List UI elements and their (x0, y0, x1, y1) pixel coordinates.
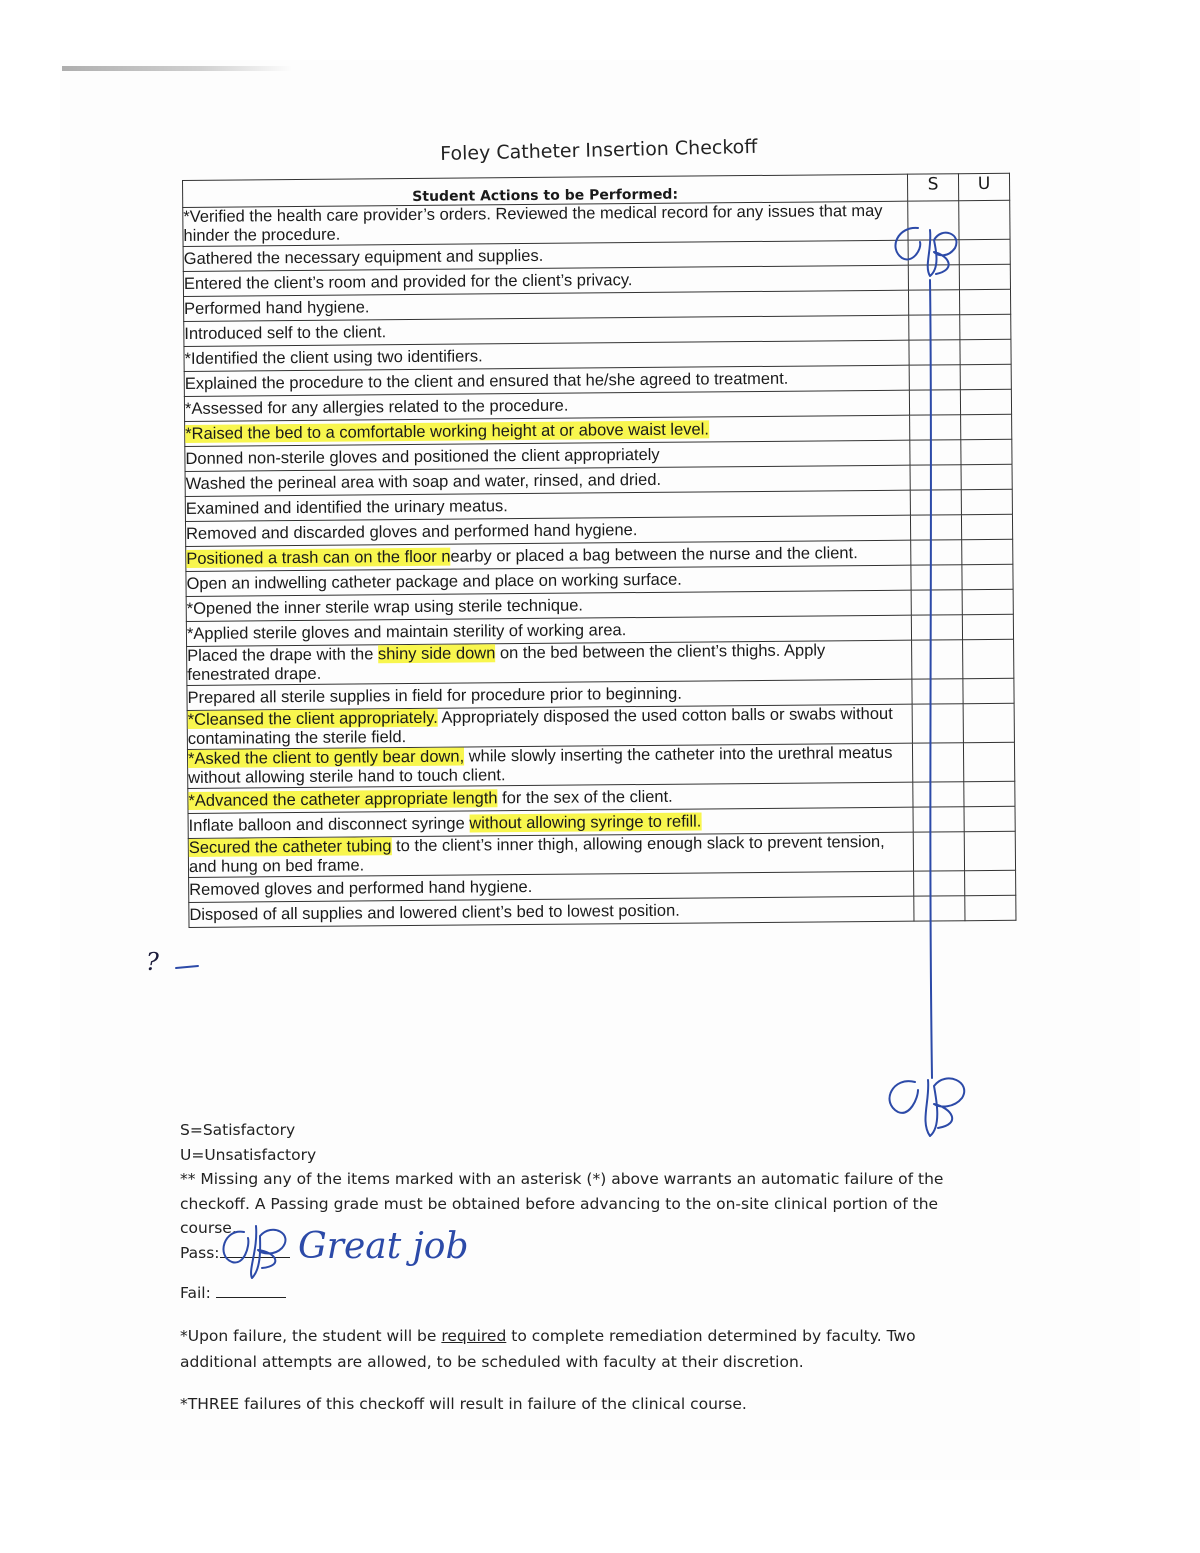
pass-comment-handwriting: Great job (298, 1226, 469, 1267)
unsatisfactory-cell (961, 439, 1012, 464)
pass-label: Pass: (180, 1243, 220, 1262)
satisfactory-cell (913, 807, 964, 832)
action-cell (187, 640, 912, 685)
action-text: Explained the procedure to the client and ensured that he/she agreed to treatment. (184, 369, 789, 393)
action-cell (187, 743, 912, 788)
action-text: Disposed of all supplies and lowered client’s bed to lowest position. (189, 901, 680, 924)
action-text: Removed gloves and performed hand hygiene. (189, 877, 533, 899)
action-text: *Applied sterile gloves and maintain sterility of working area. (186, 620, 627, 643)
action-text: Washed the perineal area with soap and water, rinsed, and dried. (185, 470, 662, 493)
satisfactory-cell (911, 565, 962, 590)
action-cell (183, 201, 908, 246)
satisfactory-column-header: S (907, 174, 958, 201)
fail-blank (216, 1283, 286, 1298)
fail-label: Fail: (180, 1284, 211, 1302)
action-text: earby or placed a bag between the nurse and the client. (450, 543, 858, 566)
satisfactory-cell (913, 832, 964, 871)
unsatisfactory-cell (964, 831, 1015, 870)
action-text: Appropriately disposed the used cotton balls or swabs without contaminating the sterile field. (187, 704, 893, 748)
action-text: *Opened the inner sterile wrap using sterile technique. (186, 596, 584, 618)
unsatisfactory-cell (959, 200, 1010, 239)
unsatisfactory-cell (961, 489, 1012, 514)
action-text: while slowly inserting the catheter into the urethral meatus without allowing sterile hand to touch client. (188, 743, 893, 787)
unsatisfactory-cell (962, 589, 1013, 614)
unsatisfactory-cell (963, 703, 1014, 742)
satisfactory-cell (910, 465, 961, 490)
footnote-underlined-word: required (441, 1327, 507, 1345)
satisfactory-cell (911, 615, 962, 640)
highlighted-text: shiny side down (377, 644, 496, 664)
highlighted-text: *Asked the client to gently bear down, (187, 747, 465, 768)
highlighted-text: Secured the catheter tubing (188, 837, 392, 857)
action-text: Performed hand hygiene. (184, 297, 370, 318)
satisfactory-cell (909, 340, 960, 365)
unsatisfactory-cell (962, 614, 1013, 639)
unsatisfactory-cell (963, 639, 1014, 678)
satisfactory-cell (914, 871, 965, 896)
highlighted-text: *Advanced the catheter appropriate length (188, 788, 498, 810)
unsatisfactory-cell (960, 339, 1011, 364)
highlighted-text: *Cleansed the client appropriately. (187, 708, 438, 729)
unsatisfactory-cell (959, 239, 1010, 264)
margin-question-mark: ? (146, 948, 159, 976)
unsatisfactory-cell (960, 389, 1011, 414)
satisfactory-cell (912, 640, 963, 679)
scan-artifact (62, 66, 292, 71)
satisfactory-cell (912, 743, 963, 782)
footnote-remediation-text-end: to complete remediation determined by faculty. Two additional attempts are allowed, to be scheduled with faculty at their discretion. (180, 1327, 916, 1371)
satisfactory-cell (910, 490, 961, 515)
action-text: for the sex of the client. (497, 787, 673, 807)
satisfactory-cell (912, 679, 963, 704)
unsatisfactory-cell (960, 364, 1011, 389)
satisfactory-cell (909, 365, 960, 390)
unsatisfactory-cell (963, 678, 1014, 703)
action-text: Gathered the necessary equipment and supplies. (183, 246, 544, 268)
unsatisfactory-cell (962, 539, 1013, 564)
satisfactory-cell (910, 440, 961, 465)
action-text: Entered the client’s room and provided for the client’s privacy. (183, 270, 633, 293)
pass-line (180, 1241, 980, 1266)
unsatisfactory-cell (961, 514, 1012, 539)
satisfactory-cell (911, 540, 962, 565)
footnote-three-failures: *THREE failures of this checkoff will result in failure of the clinical course. (180, 1395, 747, 1413)
action-text: Inflate balloon and disconnect syringe (188, 814, 470, 835)
asterisk-note: ** Missing any of the items marked with an asterisk (*) above warrants an automatic failure of the checkoff. A Passing grade must be obtained before advancing to the on-site clinical portion of the course. (180, 1170, 944, 1237)
unsatisfactory-column-header: U (958, 173, 1009, 200)
unsatisfactory-cell (959, 289, 1010, 314)
action-text: Placed the drape with the (187, 645, 379, 665)
satisfactory-cell (912, 704, 963, 743)
document-title: Foley Catheter Insertion Checkoff (440, 135, 758, 165)
satisfactory-cell (909, 315, 960, 340)
satisfactory-cell (908, 240, 959, 265)
action-cell (187, 704, 912, 749)
unsatisfactory-cell (963, 742, 1014, 781)
fail-line (180, 1281, 980, 1306)
action-text: Donned non-sterile gloves and positioned the client appropriately (185, 445, 660, 468)
actions-column-header: Student Actions to be Performed: (183, 174, 908, 207)
satisfactory-cell (908, 201, 959, 240)
legend-satisfactory: S=Satisfactory (180, 1121, 296, 1139)
highlighted-text: without allowing syringe to refill. (469, 811, 702, 833)
unsatisfactory-cell (959, 264, 1010, 289)
pass-blank (220, 1243, 290, 1258)
action-text: Open an indwelling catheter package and place on working surface. (186, 570, 682, 593)
checklist-body (183, 200, 1016, 927)
satisfactory-cell (914, 896, 965, 921)
satisfactory-cell (908, 290, 959, 315)
unsatisfactory-cell (961, 464, 1012, 489)
footnote-remediation (180, 1323, 980, 1375)
action-text: Examined and identified the urinary meatus. (185, 496, 508, 518)
satisfactory-cell (908, 265, 959, 290)
satisfactory-cell (909, 390, 960, 415)
unsatisfactory-cell (962, 564, 1013, 589)
action-text: Prepared all sterile supplies in field for procedure prior to beginning. (187, 684, 682, 707)
highlighted-text: Positioned a trash can on the floor n (186, 547, 451, 568)
legend-unsatisfactory: U=Unsatisfactory (180, 1145, 317, 1164)
action-cell (188, 832, 913, 877)
action-text: *Identified the client using two identifiers. (184, 346, 483, 368)
satisfactory-cell (910, 515, 961, 540)
satisfactory-cell (913, 782, 964, 807)
checklist-table (182, 173, 1016, 928)
highlighted-text: *Raised the bed to a comfortable working height at or above waist level. (185, 419, 709, 443)
action-text: Removed and discarded gloves and performed hand hygiene. (186, 520, 638, 543)
action-text: *Verified the health care provider’s orders. Reviewed the medical record for any issues that may hinder the procedure. (183, 201, 883, 245)
legend-block (180, 1118, 980, 1306)
unsatisfactory-cell (960, 314, 1011, 339)
footnote-remediation-text: *Upon failure, the student will be (180, 1327, 442, 1345)
action-text: Introduced self to the client. (184, 322, 387, 343)
checklist-table-wrapper (182, 173, 1016, 928)
action-text: to the client’s inner thigh, allowing enough slack to prevent tension, and hung on bed frame. (188, 832, 885, 876)
unsatisfactory-cell (965, 895, 1016, 920)
satisfactory-cell (911, 590, 962, 615)
unsatisfactory-cell (961, 414, 1012, 439)
action-text: on the bed between the client’s thighs. Apply fenestrated drape. (187, 641, 826, 684)
action-text: *Assessed for any allergies related to the procedure. (184, 396, 569, 418)
unsatisfactory-cell (965, 870, 1016, 895)
satisfactory-cell (910, 415, 961, 440)
unsatisfactory-cell (964, 781, 1015, 806)
unsatisfactory-cell (964, 806, 1015, 831)
